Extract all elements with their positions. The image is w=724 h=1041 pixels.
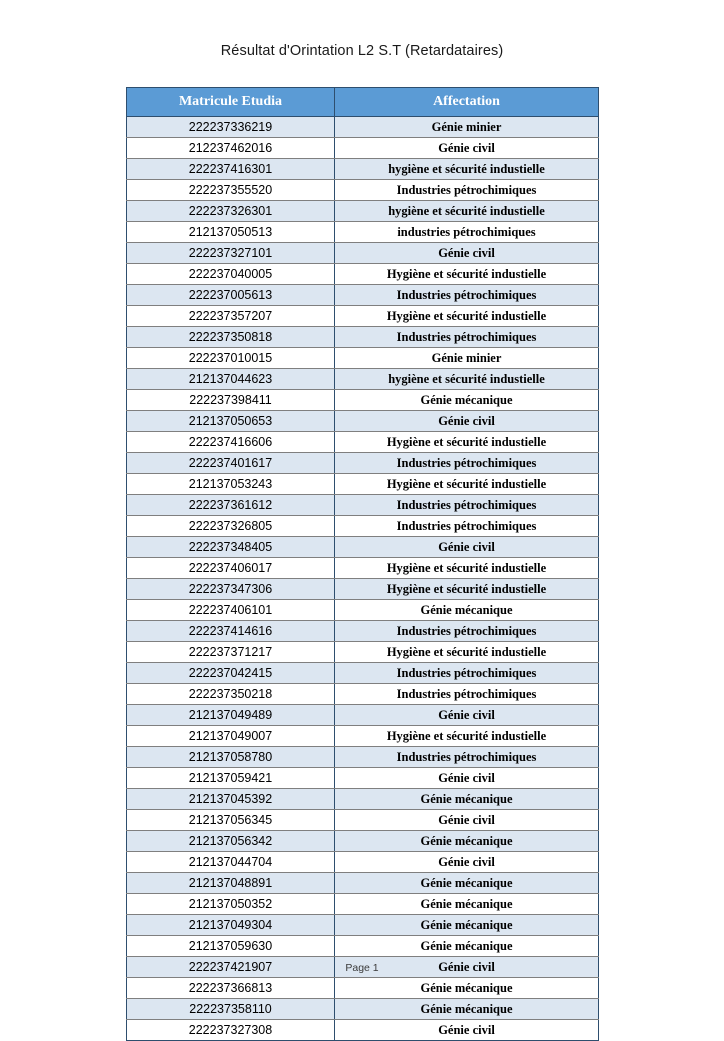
cell-affectation: Hygiène et sécurité industielle — [335, 306, 599, 327]
cell-affectation: Industries pétrochimiques — [335, 180, 599, 201]
cell-matricule: 212137044623 — [127, 369, 335, 390]
table-row — [127, 978, 599, 999]
cell-affectation: Génie mécanique — [335, 873, 599, 894]
cell-matricule: 222237327308 — [127, 1020, 335, 1041]
cell-affectation: Génie civil — [335, 810, 599, 831]
cell-matricule: 212137049489 — [127, 705, 335, 726]
cell-affectation: Industries pétrochimiques — [335, 747, 599, 768]
column-header-affectation: Affectation — [335, 88, 599, 117]
cell-affectation: Génie mécanique — [335, 789, 599, 810]
table-row — [127, 726, 599, 747]
cell-affectation: Industries pétrochimiques — [335, 327, 599, 348]
table-row — [127, 474, 599, 495]
cell-affectation: Génie mécanique — [335, 915, 599, 936]
cell-matricule: 212137053243 — [127, 474, 335, 495]
table-row — [127, 201, 599, 222]
cell-matricule: 222237366813 — [127, 978, 335, 999]
table-row — [127, 138, 599, 159]
cell-matricule: 222237361612 — [127, 495, 335, 516]
cell-matricule: 222237042415 — [127, 663, 335, 684]
cell-matricule: 212137050513 — [127, 222, 335, 243]
cell-affectation: hygiène et sécurité industielle — [335, 369, 599, 390]
cell-affectation: Industries pétrochimiques — [335, 453, 599, 474]
table-row — [127, 327, 599, 348]
cell-affectation: Hygiène et sécurité industielle — [335, 264, 599, 285]
table-row — [127, 369, 599, 390]
cell-matricule: 212137050653 — [127, 411, 335, 432]
table-row — [127, 810, 599, 831]
cell-affectation: Génie civil — [335, 957, 599, 978]
cell-matricule: 212137056342 — [127, 831, 335, 852]
cell-matricule: 212237462016 — [127, 138, 335, 159]
cell-matricule: 222237401617 — [127, 453, 335, 474]
table-row — [127, 180, 599, 201]
cell-matricule: 222237406017 — [127, 558, 335, 579]
cell-matricule: 222237350818 — [127, 327, 335, 348]
table-row — [127, 537, 599, 558]
cell-matricule: 212137049007 — [127, 726, 335, 747]
cell-affectation: Génie civil — [335, 1020, 599, 1041]
cell-matricule: 222237416606 — [127, 432, 335, 453]
cell-affectation: Industries pétrochimiques — [335, 285, 599, 306]
cell-matricule: 222237350218 — [127, 684, 335, 705]
table-row — [127, 222, 599, 243]
table-row — [127, 432, 599, 453]
table-header — [127, 88, 599, 117]
cell-matricule: 212137049304 — [127, 915, 335, 936]
table-row — [127, 915, 599, 936]
cell-affectation: Génie minier — [335, 348, 599, 369]
cell-affectation: Génie civil — [335, 243, 599, 264]
table-row — [127, 243, 599, 264]
table-row — [127, 789, 599, 810]
table-row — [127, 705, 599, 726]
cell-affectation: Industries pétrochimiques — [335, 621, 599, 642]
results-table — [126, 87, 599, 1041]
table-row — [127, 306, 599, 327]
cell-matricule: 212137059421 — [127, 768, 335, 789]
cell-matricule: 212137044704 — [127, 852, 335, 873]
cell-affectation: Hygiène et sécurité industielle — [335, 726, 599, 747]
cell-matricule: 212137048891 — [127, 873, 335, 894]
cell-matricule: 222237040005 — [127, 264, 335, 285]
cell-matricule: 222237326805 — [127, 516, 335, 537]
cell-affectation: Génie civil — [335, 705, 599, 726]
cell-matricule: 212137059630 — [127, 936, 335, 957]
cell-matricule: 212137058780 — [127, 747, 335, 768]
table-row — [127, 348, 599, 369]
table-row — [127, 495, 599, 516]
table-row — [127, 285, 599, 306]
table-header-row — [127, 88, 599, 117]
cell-affectation: Génie mécanique — [335, 978, 599, 999]
cell-affectation: Industries pétrochimiques — [335, 495, 599, 516]
cell-matricule: 222237416301 — [127, 159, 335, 180]
cell-affectation: Génie civil — [335, 852, 599, 873]
table-row — [127, 600, 599, 621]
page-title: Résultat d'Orintation L2 S.T (Retardataires) — [220, 43, 504, 59]
cell-matricule: 212137056345 — [127, 810, 335, 831]
cell-matricule: 222237010015 — [127, 348, 335, 369]
table-row — [127, 894, 599, 915]
cell-affectation: Génie civil — [335, 138, 599, 159]
cell-matricule: 212137050352 — [127, 894, 335, 915]
cell-affectation: Hygiène et sécurité industielle — [335, 474, 599, 495]
cell-affectation: Hygiène et sécurité industielle — [335, 579, 599, 600]
table-row — [127, 264, 599, 285]
table-body — [127, 117, 599, 1041]
cell-affectation: industries pétrochimiques — [335, 222, 599, 243]
column-header-matricule: Matricule Etudia — [127, 88, 335, 117]
cell-affectation: Génie civil — [335, 537, 599, 558]
cell-affectation: Génie mécanique — [335, 999, 599, 1020]
cell-affectation: Génie mécanique — [335, 600, 599, 621]
table-row — [127, 684, 599, 705]
cell-matricule: 212137045392 — [127, 789, 335, 810]
cell-matricule: 222237414616 — [127, 621, 335, 642]
cell-affectation: Génie mécanique — [335, 936, 599, 957]
table-row — [127, 621, 599, 642]
page-footer: Page 1 — [345, 962, 379, 974]
table-row — [127, 1020, 599, 1041]
table-row — [127, 411, 599, 432]
cell-affectation: Génie civil — [335, 768, 599, 789]
cell-matricule: 222237371217 — [127, 642, 335, 663]
cell-affectation: Génie minier — [335, 117, 599, 138]
cell-matricule: 222237347306 — [127, 579, 335, 600]
table-row — [127, 558, 599, 579]
cell-affectation: Hygiène et sécurité industielle — [335, 642, 599, 663]
cell-matricule: 222237355520 — [127, 180, 335, 201]
cell-matricule: 222237327101 — [127, 243, 335, 264]
cell-affectation: Hygiène et sécurité industielle — [335, 432, 599, 453]
cell-affectation: Industries pétrochimiques — [335, 684, 599, 705]
table-row — [127, 936, 599, 957]
cell-affectation: hygiène et sécurité industielle — [335, 201, 599, 222]
cell-affectation: Industries pétrochimiques — [335, 516, 599, 537]
table-row — [127, 579, 599, 600]
cell-matricule: 222237005613 — [127, 285, 335, 306]
cell-matricule: 222237406101 — [127, 600, 335, 621]
results-table-container — [126, 87, 598, 1041]
cell-matricule: 222237326301 — [127, 201, 335, 222]
cell-affectation: Génie mécanique — [335, 831, 599, 852]
cell-matricule: 222237421907 — [127, 957, 335, 978]
table-row — [127, 516, 599, 537]
table-row — [127, 117, 599, 138]
table-row — [127, 390, 599, 411]
cell-affectation: Industries pétrochimiques — [335, 663, 599, 684]
table-row — [127, 999, 599, 1020]
cell-matricule: 222237336219 — [127, 117, 335, 138]
cell-affectation: Génie mécanique — [335, 894, 599, 915]
table-row — [127, 768, 599, 789]
cell-affectation: Génie mécanique — [335, 390, 599, 411]
cell-matricule: 222237398411 — [127, 390, 335, 411]
table-row — [127, 873, 599, 894]
cell-affectation: Hygiène et sécurité industielle — [335, 558, 599, 579]
cell-matricule: 222237357207 — [127, 306, 335, 327]
cell-affectation: Génie civil — [335, 411, 599, 432]
table-row — [127, 642, 599, 663]
table-row — [127, 453, 599, 474]
table-row — [127, 852, 599, 873]
table-row — [127, 663, 599, 684]
cell-matricule: 222237358110 — [127, 999, 335, 1020]
table-row — [127, 747, 599, 768]
cell-matricule: 222237348405 — [127, 537, 335, 558]
cell-affectation: hygiène et sécurité industielle — [335, 159, 599, 180]
table-row — [127, 159, 599, 180]
table-row — [127, 831, 599, 852]
